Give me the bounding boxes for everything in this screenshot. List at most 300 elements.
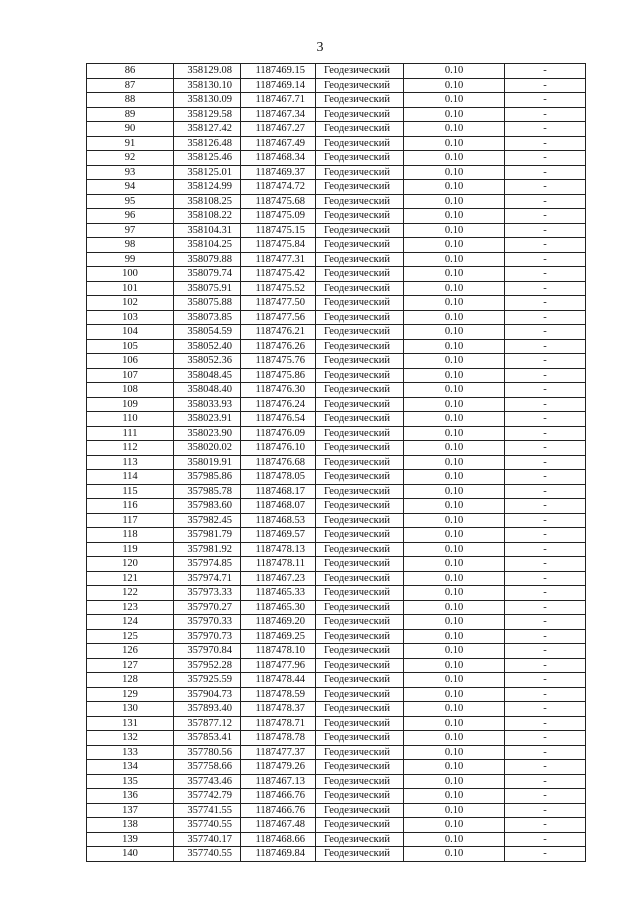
table-row — [87, 441, 586, 456]
precision-cell: 0.10 — [404, 412, 505, 427]
x-coordinate-cell: 358048.45 — [174, 368, 241, 383]
y-coordinate-cell: 1187475.68 — [241, 194, 316, 209]
y-coordinate-cell: 1187476.30 — [241, 383, 316, 398]
table-row — [87, 238, 586, 253]
table-row — [87, 470, 586, 485]
x-coordinate-cell: 358104.31 — [174, 223, 241, 238]
precision-cell: 0.10 — [404, 615, 505, 630]
y-coordinate-cell: 1187469.25 — [241, 629, 316, 644]
table-row — [87, 731, 586, 746]
precision-cell: 0.10 — [404, 731, 505, 746]
description-cell: - — [505, 281, 586, 296]
method-cell: Геодезический — [316, 687, 404, 702]
method-cell: Геодезический — [316, 615, 404, 630]
method-cell: Геодезический — [316, 832, 404, 847]
method-cell: Геодезический — [316, 644, 404, 659]
y-coordinate-cell: 1187467.27 — [241, 122, 316, 137]
method-cell: Геодезический — [316, 673, 404, 688]
x-coordinate-cell: 358023.90 — [174, 426, 241, 441]
y-coordinate-cell: 1187475.86 — [241, 368, 316, 383]
precision-cell: 0.10 — [404, 136, 505, 151]
description-cell: - — [505, 441, 586, 456]
point-number-cell: 98 — [87, 238, 174, 253]
y-coordinate-cell: 1187469.14 — [241, 78, 316, 93]
y-coordinate-cell: 1187477.31 — [241, 252, 316, 267]
method-cell: Геодезический — [316, 310, 404, 325]
point-number-cell: 105 — [87, 339, 174, 354]
table-row — [87, 716, 586, 731]
description-cell: - — [505, 93, 586, 108]
method-cell: Геодезический — [316, 165, 404, 180]
description-cell: - — [505, 513, 586, 528]
x-coordinate-cell: 358033.93 — [174, 397, 241, 412]
description-cell: - — [505, 774, 586, 789]
description-cell: - — [505, 78, 586, 93]
point-number-cell: 106 — [87, 354, 174, 369]
x-coordinate-cell: 357925.59 — [174, 673, 241, 688]
y-coordinate-cell: 1187469.20 — [241, 615, 316, 630]
y-coordinate-cell: 1187467.71 — [241, 93, 316, 108]
x-coordinate-cell: 357970.27 — [174, 600, 241, 615]
point-number-cell: 137 — [87, 803, 174, 818]
table-row — [87, 571, 586, 586]
y-coordinate-cell: 1187475.09 — [241, 209, 316, 224]
x-coordinate-cell: 358073.85 — [174, 310, 241, 325]
x-coordinate-cell: 358126.48 — [174, 136, 241, 151]
precision-cell: 0.10 — [404, 194, 505, 209]
table-row — [87, 64, 586, 79]
method-cell: Геодезический — [316, 209, 404, 224]
table-row — [87, 557, 586, 572]
method-cell: Геодезический — [316, 803, 404, 818]
y-coordinate-cell: 1187476.21 — [241, 325, 316, 340]
precision-cell: 0.10 — [404, 368, 505, 383]
y-coordinate-cell: 1187465.30 — [241, 600, 316, 615]
x-coordinate-cell: 358130.10 — [174, 78, 241, 93]
precision-cell: 0.10 — [404, 223, 505, 238]
description-cell: - — [505, 687, 586, 702]
y-coordinate-cell: 1187467.49 — [241, 136, 316, 151]
method-cell: Геодезический — [316, 557, 404, 572]
point-number-cell: 124 — [87, 615, 174, 630]
y-coordinate-cell: 1187468.66 — [241, 832, 316, 847]
precision-cell: 0.10 — [404, 629, 505, 644]
description-cell: - — [505, 238, 586, 253]
table-row — [87, 78, 586, 93]
point-number-cell: 103 — [87, 310, 174, 325]
point-number-cell: 140 — [87, 847, 174, 862]
table-row — [87, 455, 586, 470]
method-cell: Геодезический — [316, 136, 404, 151]
point-number-cell: 119 — [87, 542, 174, 557]
point-number-cell: 127 — [87, 658, 174, 673]
precision-cell: 0.10 — [404, 470, 505, 485]
point-number-cell: 92 — [87, 151, 174, 166]
x-coordinate-cell: 358108.22 — [174, 209, 241, 224]
table-row — [87, 586, 586, 601]
precision-cell: 0.10 — [404, 818, 505, 833]
precision-cell: 0.10 — [404, 658, 505, 673]
method-cell: Геодезический — [316, 397, 404, 412]
table-row — [87, 354, 586, 369]
method-cell: Геодезический — [316, 194, 404, 209]
precision-cell: 0.10 — [404, 383, 505, 398]
y-coordinate-cell: 1187467.34 — [241, 107, 316, 122]
method-cell: Геодезический — [316, 368, 404, 383]
method-cell: Геодезический — [316, 455, 404, 470]
point-number-cell: 135 — [87, 774, 174, 789]
method-cell: Геодезический — [316, 383, 404, 398]
method-cell: Геодезический — [316, 426, 404, 441]
y-coordinate-cell: 1187478.71 — [241, 716, 316, 731]
point-number-cell: 126 — [87, 644, 174, 659]
method-cell: Геодезический — [316, 122, 404, 137]
coordinates-table-body — [87, 64, 586, 862]
table-row — [87, 136, 586, 151]
point-number-cell: 104 — [87, 325, 174, 340]
table-row — [87, 252, 586, 267]
x-coordinate-cell: 357982.45 — [174, 513, 241, 528]
precision-cell: 0.10 — [404, 586, 505, 601]
y-coordinate-cell: 1187476.54 — [241, 412, 316, 427]
point-number-cell: 125 — [87, 629, 174, 644]
point-number-cell: 90 — [87, 122, 174, 137]
method-cell: Геодезический — [316, 296, 404, 311]
y-coordinate-cell: 1187469.84 — [241, 847, 316, 862]
method-cell: Геодезический — [316, 716, 404, 731]
method-cell: Геодезический — [316, 484, 404, 499]
description-cell: - — [505, 615, 586, 630]
precision-cell: 0.10 — [404, 455, 505, 470]
x-coordinate-cell: 358079.88 — [174, 252, 241, 267]
table-row — [87, 412, 586, 427]
x-coordinate-cell: 358075.88 — [174, 296, 241, 311]
description-cell: - — [505, 180, 586, 195]
y-coordinate-cell: 1187478.44 — [241, 673, 316, 688]
y-coordinate-cell: 1187468.07 — [241, 499, 316, 514]
method-cell: Геодезический — [316, 107, 404, 122]
point-number-cell: 118 — [87, 528, 174, 543]
y-coordinate-cell: 1187469.15 — [241, 64, 316, 79]
y-coordinate-cell: 1187468.53 — [241, 513, 316, 528]
description-cell: - — [505, 731, 586, 746]
precision-cell: 0.10 — [404, 789, 505, 804]
precision-cell: 0.10 — [404, 64, 505, 79]
x-coordinate-cell: 357983.60 — [174, 499, 241, 514]
y-coordinate-cell: 1187475.84 — [241, 238, 316, 253]
precision-cell: 0.10 — [404, 209, 505, 224]
x-coordinate-cell: 357742.79 — [174, 789, 241, 804]
y-coordinate-cell: 1187468.34 — [241, 151, 316, 166]
x-coordinate-cell: 357740.55 — [174, 847, 241, 862]
table-row — [87, 615, 586, 630]
method-cell: Геодезический — [316, 223, 404, 238]
method-cell: Геодезический — [316, 339, 404, 354]
method-cell: Геодезический — [316, 281, 404, 296]
description-cell: - — [505, 600, 586, 615]
method-cell: Геодезический — [316, 818, 404, 833]
y-coordinate-cell: 1187477.37 — [241, 745, 316, 760]
point-number-cell: 132 — [87, 731, 174, 746]
x-coordinate-cell: 357904.73 — [174, 687, 241, 702]
y-coordinate-cell: 1187477.96 — [241, 658, 316, 673]
description-cell: - — [505, 223, 586, 238]
point-number-cell: 121 — [87, 571, 174, 586]
y-coordinate-cell: 1187466.76 — [241, 789, 316, 804]
description-cell: - — [505, 702, 586, 717]
description-cell: - — [505, 760, 586, 775]
point-number-cell: 95 — [87, 194, 174, 209]
method-cell: Геодезический — [316, 180, 404, 195]
point-number-cell: 122 — [87, 586, 174, 601]
precision-cell: 0.10 — [404, 296, 505, 311]
page-number: 3 — [316, 40, 324, 55]
precision-cell: 0.10 — [404, 557, 505, 572]
precision-cell: 0.10 — [404, 93, 505, 108]
precision-cell: 0.10 — [404, 528, 505, 543]
x-coordinate-cell: 358019.91 — [174, 455, 241, 470]
table-row — [87, 832, 586, 847]
point-number-cell: 138 — [87, 818, 174, 833]
precision-cell: 0.10 — [404, 310, 505, 325]
description-cell: - — [505, 644, 586, 659]
table-row — [87, 383, 586, 398]
description-cell: - — [505, 832, 586, 847]
table-row — [87, 687, 586, 702]
precision-cell: 0.10 — [404, 339, 505, 354]
y-coordinate-cell: 1187479.26 — [241, 760, 316, 775]
description-cell: - — [505, 484, 586, 499]
description-cell: - — [505, 571, 586, 586]
precision-cell: 0.10 — [404, 107, 505, 122]
x-coordinate-cell: 358054.59 — [174, 325, 241, 340]
x-coordinate-cell: 357758.66 — [174, 760, 241, 775]
method-cell: Геодезический — [316, 542, 404, 557]
y-coordinate-cell: 1187468.17 — [241, 484, 316, 499]
y-coordinate-cell: 1187478.59 — [241, 687, 316, 702]
method-cell: Геодезический — [316, 571, 404, 586]
description-cell: - — [505, 557, 586, 572]
description-cell: - — [505, 803, 586, 818]
y-coordinate-cell: 1187476.10 — [241, 441, 316, 456]
description-cell: - — [505, 151, 586, 166]
description-cell: - — [505, 122, 586, 137]
x-coordinate-cell: 358048.40 — [174, 383, 241, 398]
y-coordinate-cell: 1187476.24 — [241, 397, 316, 412]
table-row — [87, 93, 586, 108]
table-row — [87, 789, 586, 804]
precision-cell: 0.10 — [404, 600, 505, 615]
table-row — [87, 513, 586, 528]
coordinates-table — [86, 63, 586, 862]
precision-cell: 0.10 — [404, 484, 505, 499]
precision-cell: 0.10 — [404, 716, 505, 731]
description-cell: - — [505, 383, 586, 398]
precision-cell: 0.10 — [404, 542, 505, 557]
x-coordinate-cell: 358129.58 — [174, 107, 241, 122]
method-cell: Геодезический — [316, 499, 404, 514]
y-coordinate-cell: 1187478.37 — [241, 702, 316, 717]
method-cell: Геодезический — [316, 789, 404, 804]
table-row — [87, 107, 586, 122]
description-cell: - — [505, 673, 586, 688]
table-row — [87, 180, 586, 195]
x-coordinate-cell: 357981.79 — [174, 528, 241, 543]
table-row — [87, 644, 586, 659]
y-coordinate-cell: 1187465.33 — [241, 586, 316, 601]
y-coordinate-cell: 1187477.56 — [241, 310, 316, 325]
table-row — [87, 194, 586, 209]
table-row — [87, 397, 586, 412]
table-row — [87, 122, 586, 137]
precision-cell: 0.10 — [404, 354, 505, 369]
description-cell: - — [505, 426, 586, 441]
precision-cell: 0.10 — [404, 441, 505, 456]
y-coordinate-cell: 1187467.23 — [241, 571, 316, 586]
description-cell: - — [505, 310, 586, 325]
x-coordinate-cell: 358124.99 — [174, 180, 241, 195]
description-cell: - — [505, 354, 586, 369]
x-coordinate-cell: 357974.71 — [174, 571, 241, 586]
method-cell: Геодезический — [316, 760, 404, 775]
description-cell: - — [505, 470, 586, 485]
method-cell: Геодезический — [316, 238, 404, 253]
precision-cell: 0.10 — [404, 774, 505, 789]
point-number-cell: 93 — [87, 165, 174, 180]
point-number-cell: 99 — [87, 252, 174, 267]
description-cell: - — [505, 194, 586, 209]
table-row — [87, 325, 586, 340]
y-coordinate-cell: 1187478.78 — [241, 731, 316, 746]
method-cell: Геодезический — [316, 847, 404, 862]
description-cell: - — [505, 64, 586, 79]
table-row — [87, 542, 586, 557]
precision-cell: 0.10 — [404, 165, 505, 180]
point-number-cell: 139 — [87, 832, 174, 847]
method-cell: Геодезический — [316, 629, 404, 644]
point-number-cell: 117 — [87, 513, 174, 528]
description-cell: - — [505, 542, 586, 557]
point-number-cell: 133 — [87, 745, 174, 760]
description-cell: - — [505, 136, 586, 151]
precision-cell: 0.10 — [404, 281, 505, 296]
table-row — [87, 281, 586, 296]
description-cell: - — [505, 499, 586, 514]
method-cell: Геодезический — [316, 151, 404, 166]
description-cell: - — [505, 296, 586, 311]
precision-cell: 0.10 — [404, 673, 505, 688]
x-coordinate-cell: 357974.85 — [174, 557, 241, 572]
precision-cell: 0.10 — [404, 832, 505, 847]
x-coordinate-cell: 357973.33 — [174, 586, 241, 601]
x-coordinate-cell: 357981.92 — [174, 542, 241, 557]
x-coordinate-cell: 358079.74 — [174, 267, 241, 282]
method-cell: Геодезический — [316, 412, 404, 427]
x-coordinate-cell: 358020.02 — [174, 441, 241, 456]
table-row — [87, 774, 586, 789]
point-number-cell: 123 — [87, 600, 174, 615]
precision-cell: 0.10 — [404, 325, 505, 340]
table-row — [87, 151, 586, 166]
description-cell: - — [505, 252, 586, 267]
precision-cell: 0.10 — [404, 644, 505, 659]
x-coordinate-cell: 357741.55 — [174, 803, 241, 818]
point-number-cell: 114 — [87, 470, 174, 485]
method-cell: Геодезический — [316, 702, 404, 717]
table-row — [87, 847, 586, 862]
y-coordinate-cell: 1187474.72 — [241, 180, 316, 195]
description-cell: - — [505, 586, 586, 601]
y-coordinate-cell: 1187478.11 — [241, 557, 316, 572]
x-coordinate-cell: 358108.25 — [174, 194, 241, 209]
method-cell: Геодезический — [316, 774, 404, 789]
y-coordinate-cell: 1187478.10 — [241, 644, 316, 659]
table-row — [87, 223, 586, 238]
description-cell: - — [505, 267, 586, 282]
y-coordinate-cell: 1187478.05 — [241, 470, 316, 485]
point-number-cell: 130 — [87, 702, 174, 717]
point-number-cell: 89 — [87, 107, 174, 122]
method-cell: Геодезический — [316, 64, 404, 79]
y-coordinate-cell: 1187475.76 — [241, 354, 316, 369]
x-coordinate-cell: 357740.17 — [174, 832, 241, 847]
x-coordinate-cell: 357970.33 — [174, 615, 241, 630]
x-coordinate-cell: 357743.46 — [174, 774, 241, 789]
point-number-cell: 91 — [87, 136, 174, 151]
precision-cell: 0.10 — [404, 571, 505, 586]
point-number-cell: 113 — [87, 455, 174, 470]
table-row — [87, 673, 586, 688]
description-cell: - — [505, 658, 586, 673]
point-number-cell: 88 — [87, 93, 174, 108]
y-coordinate-cell: 1187476.09 — [241, 426, 316, 441]
x-coordinate-cell: 357985.86 — [174, 470, 241, 485]
x-coordinate-cell: 357970.84 — [174, 644, 241, 659]
method-cell: Геодезический — [316, 600, 404, 615]
description-cell: - — [505, 325, 586, 340]
point-number-cell: 111 — [87, 426, 174, 441]
y-coordinate-cell: 1187467.48 — [241, 818, 316, 833]
point-number-cell: 102 — [87, 296, 174, 311]
method-cell: Геодезический — [316, 267, 404, 282]
table-row — [87, 499, 586, 514]
y-coordinate-cell: 1187476.68 — [241, 455, 316, 470]
x-coordinate-cell: 358075.91 — [174, 281, 241, 296]
x-coordinate-cell: 357893.40 — [174, 702, 241, 717]
description-cell: - — [505, 789, 586, 804]
description-cell: - — [505, 165, 586, 180]
precision-cell: 0.10 — [404, 252, 505, 267]
point-number-cell: 131 — [87, 716, 174, 731]
x-coordinate-cell: 358129.08 — [174, 64, 241, 79]
point-number-cell: 116 — [87, 499, 174, 514]
y-coordinate-cell: 1187475.15 — [241, 223, 316, 238]
y-coordinate-cell: 1187466.76 — [241, 803, 316, 818]
description-cell: - — [505, 455, 586, 470]
precision-cell: 0.10 — [404, 397, 505, 412]
point-number-cell: 101 — [87, 281, 174, 296]
point-number-cell: 112 — [87, 441, 174, 456]
description-cell: - — [505, 528, 586, 543]
method-cell: Геодезический — [316, 78, 404, 93]
precision-cell: 0.10 — [404, 499, 505, 514]
precision-cell: 0.10 — [404, 238, 505, 253]
x-coordinate-cell: 357877.12 — [174, 716, 241, 731]
point-number-cell: 136 — [87, 789, 174, 804]
point-number-cell: 108 — [87, 383, 174, 398]
table-row — [87, 426, 586, 441]
point-number-cell: 96 — [87, 209, 174, 224]
